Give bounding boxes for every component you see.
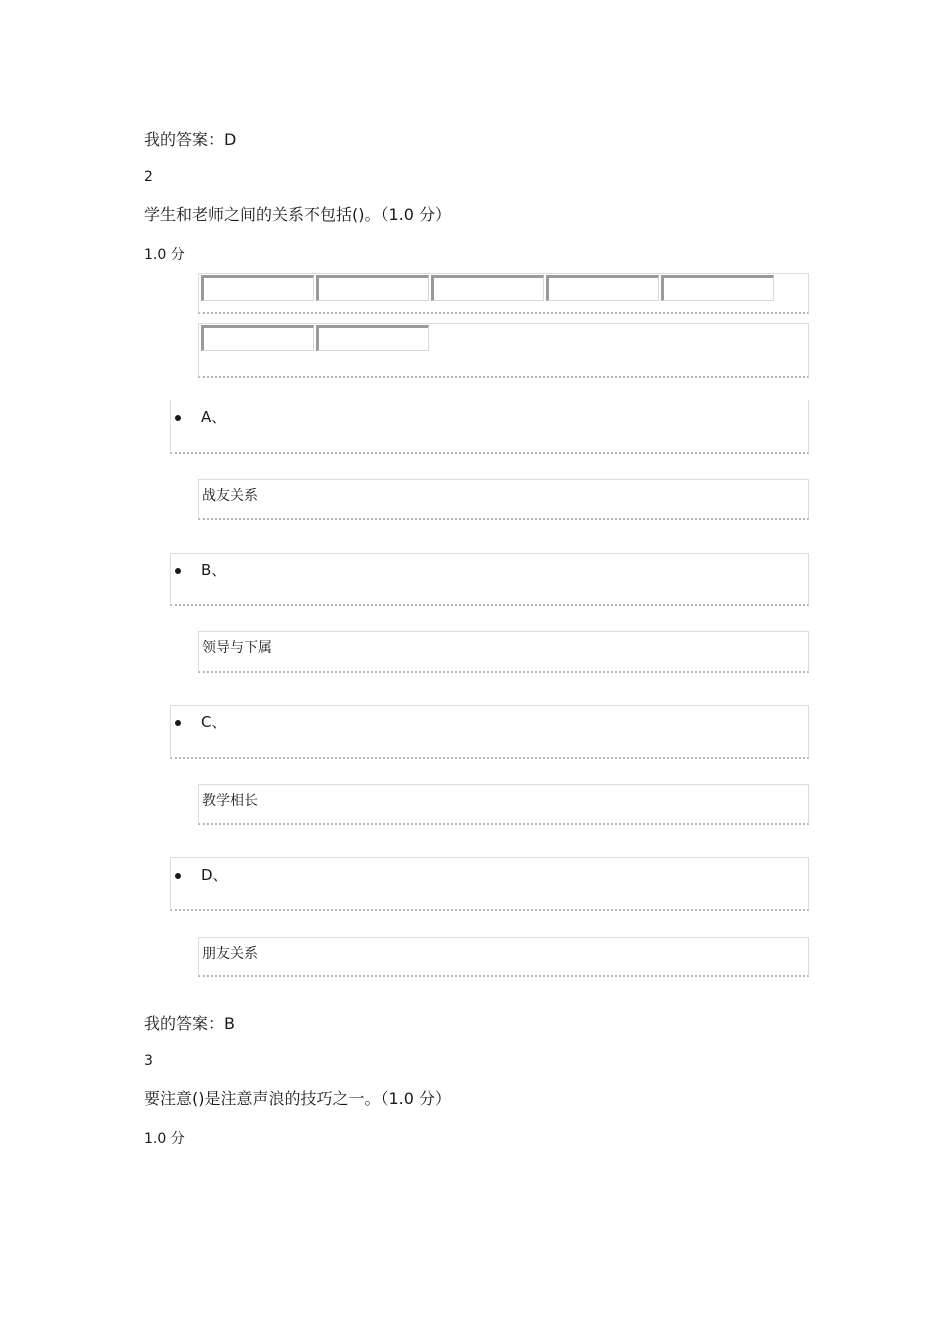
option-a-text-box — [198, 479, 809, 520]
bullet-icon — [175, 873, 181, 879]
option-a-row[interactable] — [170, 400, 809, 454]
grid-cell — [201, 325, 314, 351]
q3-question-text: 要注意()是注意声浪的技巧之一。（1.0 分） — [144, 1089, 452, 1108]
option-c-row[interactable] — [170, 705, 809, 759]
q2-number: 2 — [144, 169, 153, 185]
q2-my-answer: 我的答案：B — [144, 1014, 235, 1033]
option-d-row[interactable] — [170, 857, 809, 911]
q2-score: 1.0 分 — [144, 247, 185, 263]
option-b-label: B、 — [201, 561, 227, 579]
bullet-icon — [175, 720, 181, 726]
grid-cell — [201, 275, 314, 301]
option-d-label: D、 — [201, 866, 228, 884]
grid-cell — [661, 275, 774, 301]
q3-number: 3 — [144, 1053, 153, 1069]
q3-score: 1.0 分 — [144, 1131, 185, 1147]
q2-question-text: 学生和老师之间的关系不包括()。（1.0 分） — [144, 205, 452, 224]
option-d-text-box — [198, 937, 809, 977]
option-a-label: A、 — [201, 408, 227, 426]
bullet-icon — [175, 568, 181, 574]
option-c-text-box — [198, 784, 809, 825]
option-c-text: 教学相长 — [202, 793, 258, 809]
grid-cell — [546, 275, 659, 301]
grid-cell — [316, 275, 429, 301]
option-b-text-box — [198, 631, 809, 673]
q1-my-answer: 我的答案：D — [144, 130, 237, 149]
option-a-text: 战友关系 — [202, 488, 258, 504]
option-b-text: 领导与下属 — [202, 640, 272, 656]
empty-grid-row-1 — [198, 273, 809, 314]
option-b-row[interactable] — [170, 553, 809, 606]
grid-cell — [316, 325, 429, 351]
grid-cell — [431, 275, 544, 301]
bullet-icon — [175, 415, 181, 421]
option-d-text: 朋友关系 — [202, 946, 258, 962]
empty-grid-row-2 — [198, 323, 809, 378]
option-c-label: C、 — [201, 713, 227, 731]
